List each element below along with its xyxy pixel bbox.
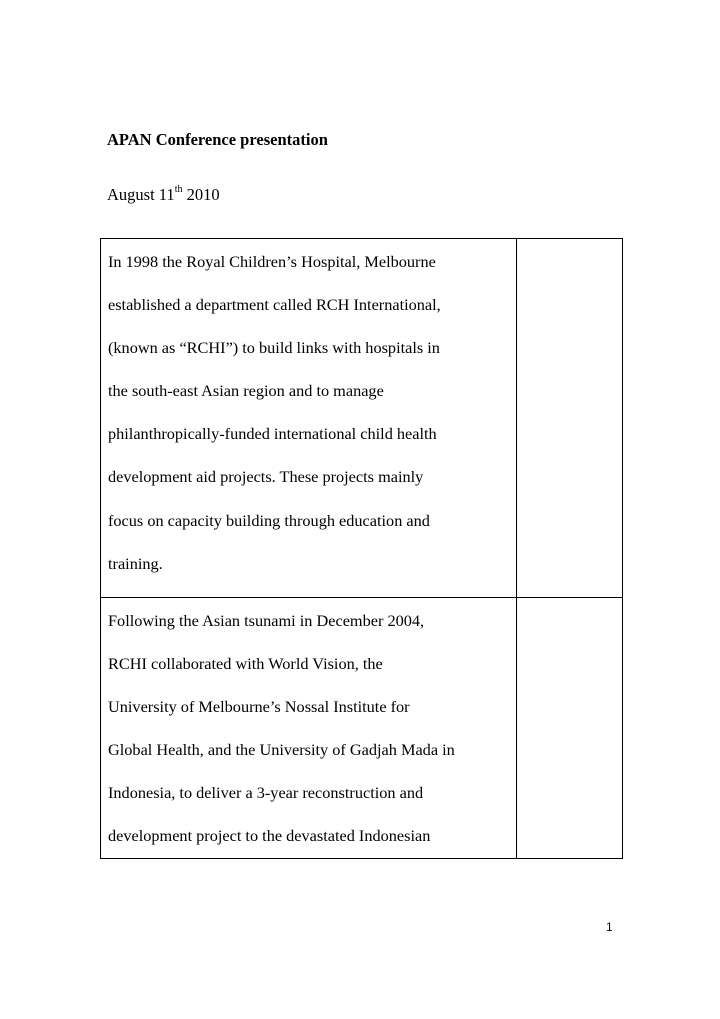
text-line: In 1998 the Royal Children’s Hospital, Melbourne (108, 252, 436, 271)
date-ordinal-suffix: th (174, 183, 183, 195)
presentation-date (107, 184, 220, 206)
text-line: Following the Asian tsunami in December 2004, (108, 611, 425, 630)
paragraph (101, 239, 516, 585)
text-line: Indonesia, to deliver a 3-year reconstruction and (108, 783, 424, 803)
text-line: Global Health, and the University of Gadjah Mada in (108, 740, 455, 760)
date-prefix: August 11 (107, 185, 175, 204)
text-line: (known as “RCHI”) to build links with hospitals in (108, 338, 440, 358)
notes-cell (517, 598, 623, 859)
script-table (100, 238, 623, 859)
text-line: philanthropically-funded international child health (108, 424, 437, 444)
text-line: focus on capacity building through education and (108, 510, 430, 530)
text-line: established a department called RCH International, (108, 295, 441, 315)
page-number: 1 (606, 920, 613, 934)
script-text-cell (101, 598, 517, 859)
date-year: 2010 (182, 185, 220, 204)
notes-cell (517, 239, 623, 598)
text-line: development aid projects. These projects mainly (108, 467, 424, 487)
paragraph (101, 598, 516, 858)
table-row (101, 239, 623, 598)
table-row (101, 598, 623, 859)
text-line: University of Melbourne’s Nossal Institute for (108, 697, 410, 717)
script-text-cell (101, 239, 517, 598)
text-line: RCHI collaborated with World Vision, the (108, 654, 383, 674)
document-title: APAN Conference presentation (107, 130, 328, 149)
text-line: the south-east Asian region and to manage (108, 381, 384, 401)
text-line: training. (108, 553, 163, 573)
text-line: development project to the devastated Indonesian (108, 826, 431, 846)
